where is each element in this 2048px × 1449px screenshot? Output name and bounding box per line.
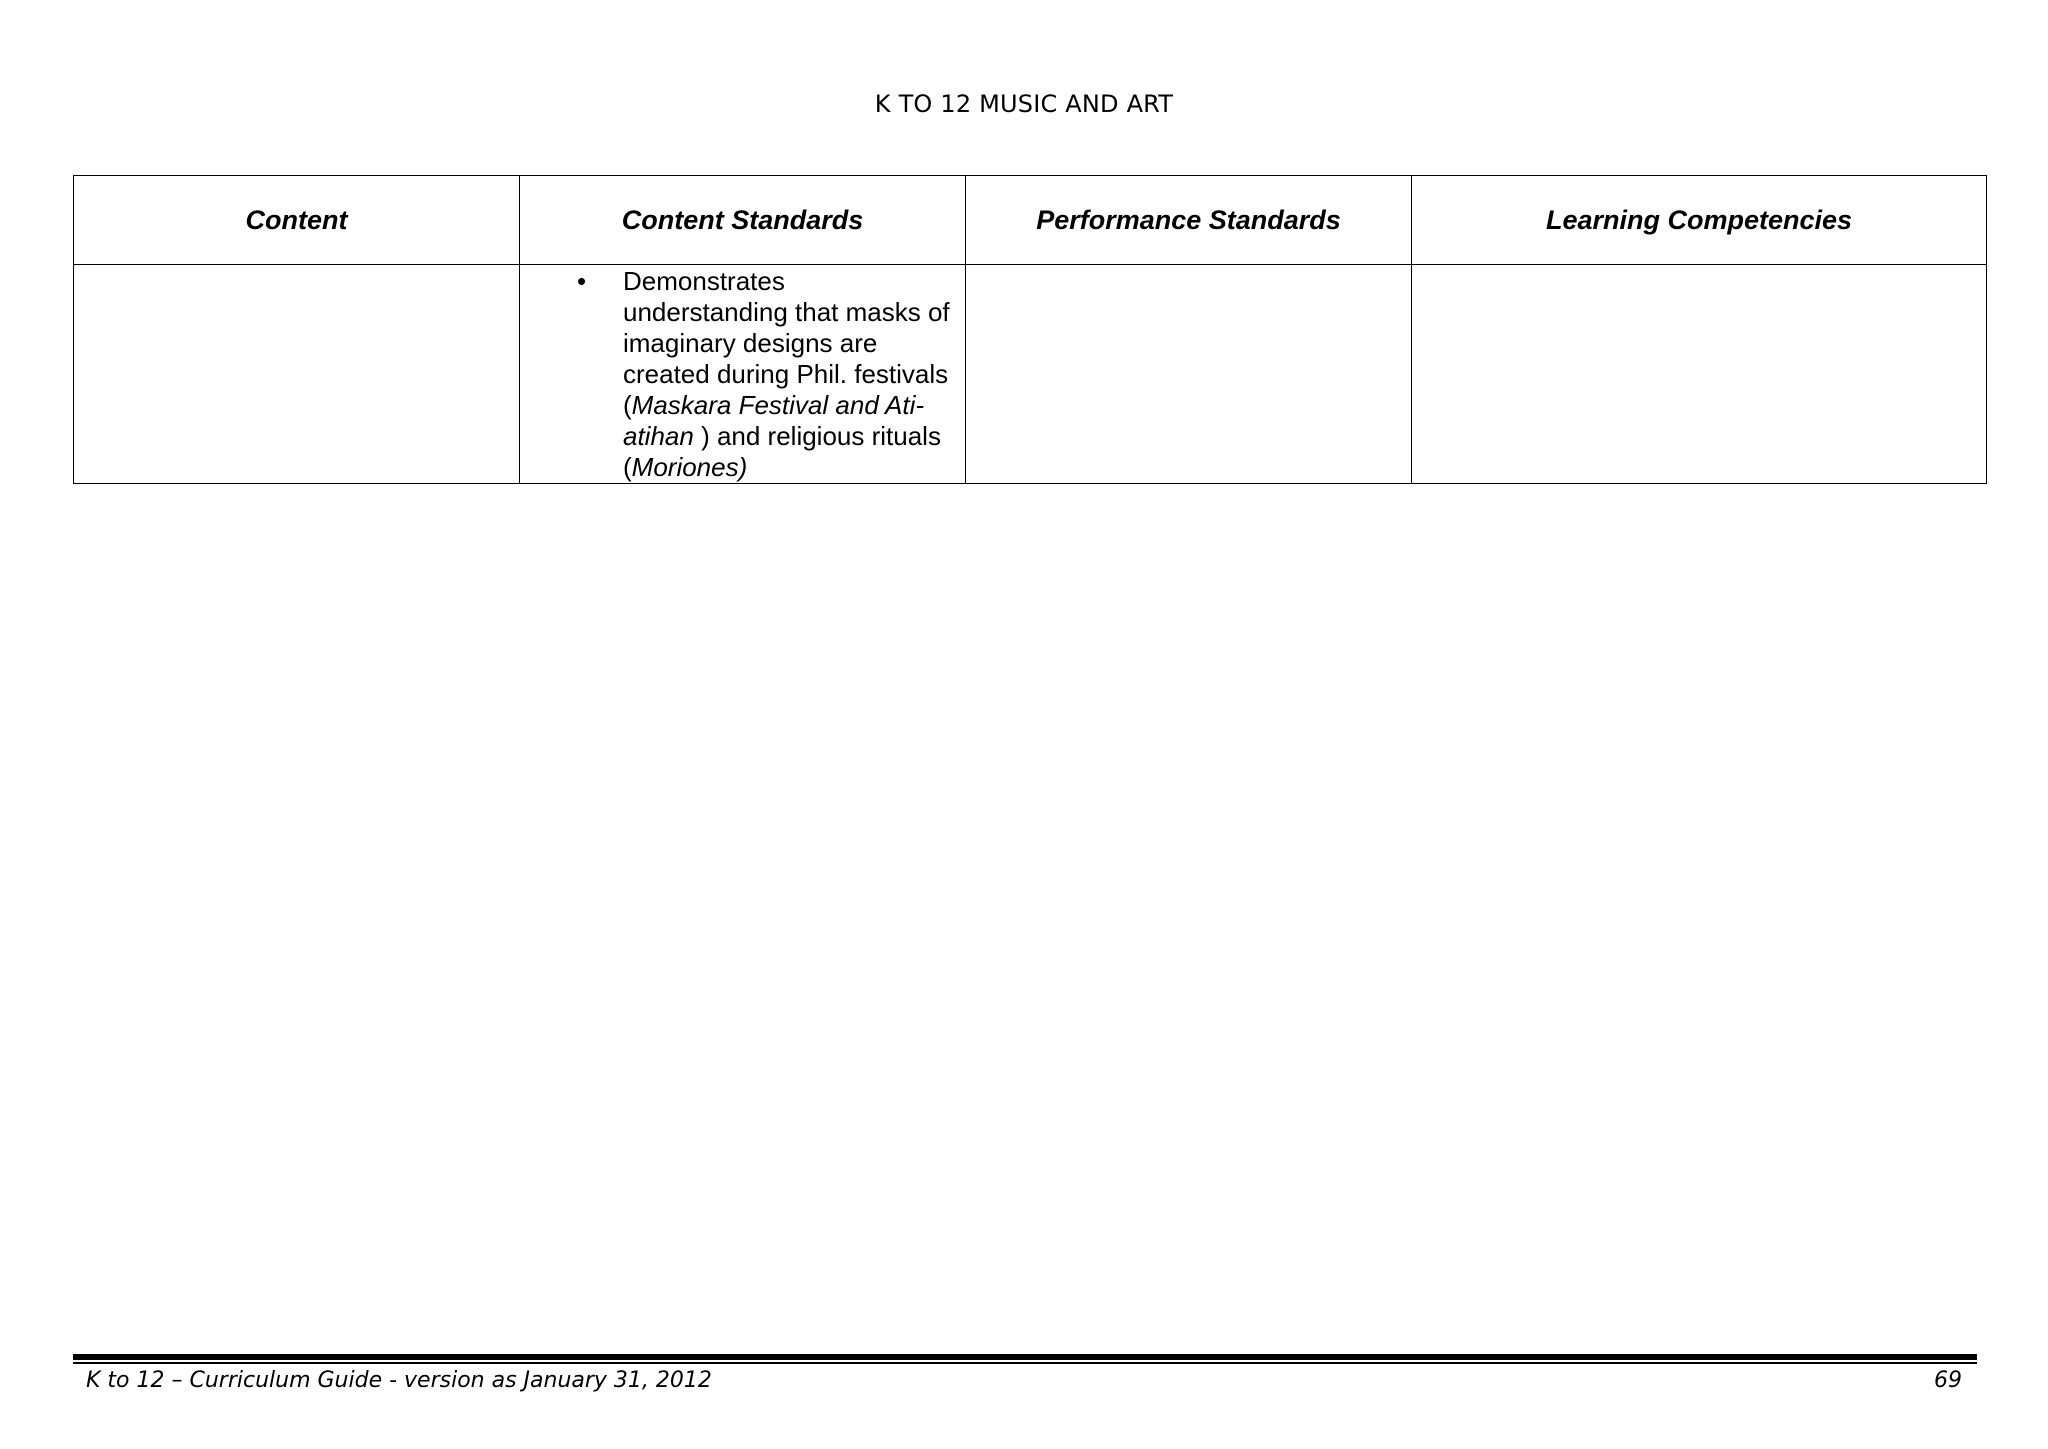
column-header-performance-standards: Performance Standards	[966, 176, 1412, 265]
cell-performance-standards	[966, 265, 1412, 484]
column-header-content: Content	[74, 176, 520, 265]
bullet-icon: •	[577, 266, 587, 296]
ritual-name-text: Moriones)	[631, 452, 748, 482]
curriculum-table	[73, 175, 1987, 484]
festival-names-text: Maskara Festival and Ati-atihan	[623, 390, 925, 451]
footer-divider-thin	[73, 1362, 1977, 1364]
content-standards-list	[520, 265, 965, 483]
table-header-row	[74, 176, 1987, 265]
page-number: 69	[1934, 1368, 1962, 1393]
cell-learning-competencies	[1412, 265, 1987, 484]
footer-divider-thick	[73, 1354, 1977, 1360]
page-header-title: K TO 12 MUSIC AND ART	[874, 90, 1174, 118]
column-header-learning-competencies: Learning Competencies	[1412, 176, 1987, 265]
column-header-content-standards: Content Standards	[520, 176, 966, 265]
bullet-text-1: Demonstrates understanding that masks of imaginary designs are created during Phil. festivals (	[623, 266, 950, 420]
list-item	[520, 265, 965, 483]
table-row	[74, 265, 1987, 484]
bullet-text-2: ) and religious rituals (	[623, 421, 941, 482]
footer-version-text: K to 12 – Curriculum Guide - version as January 31, 2012	[86, 1368, 712, 1393]
cell-content	[74, 265, 520, 484]
cell-content-standards	[520, 265, 966, 484]
